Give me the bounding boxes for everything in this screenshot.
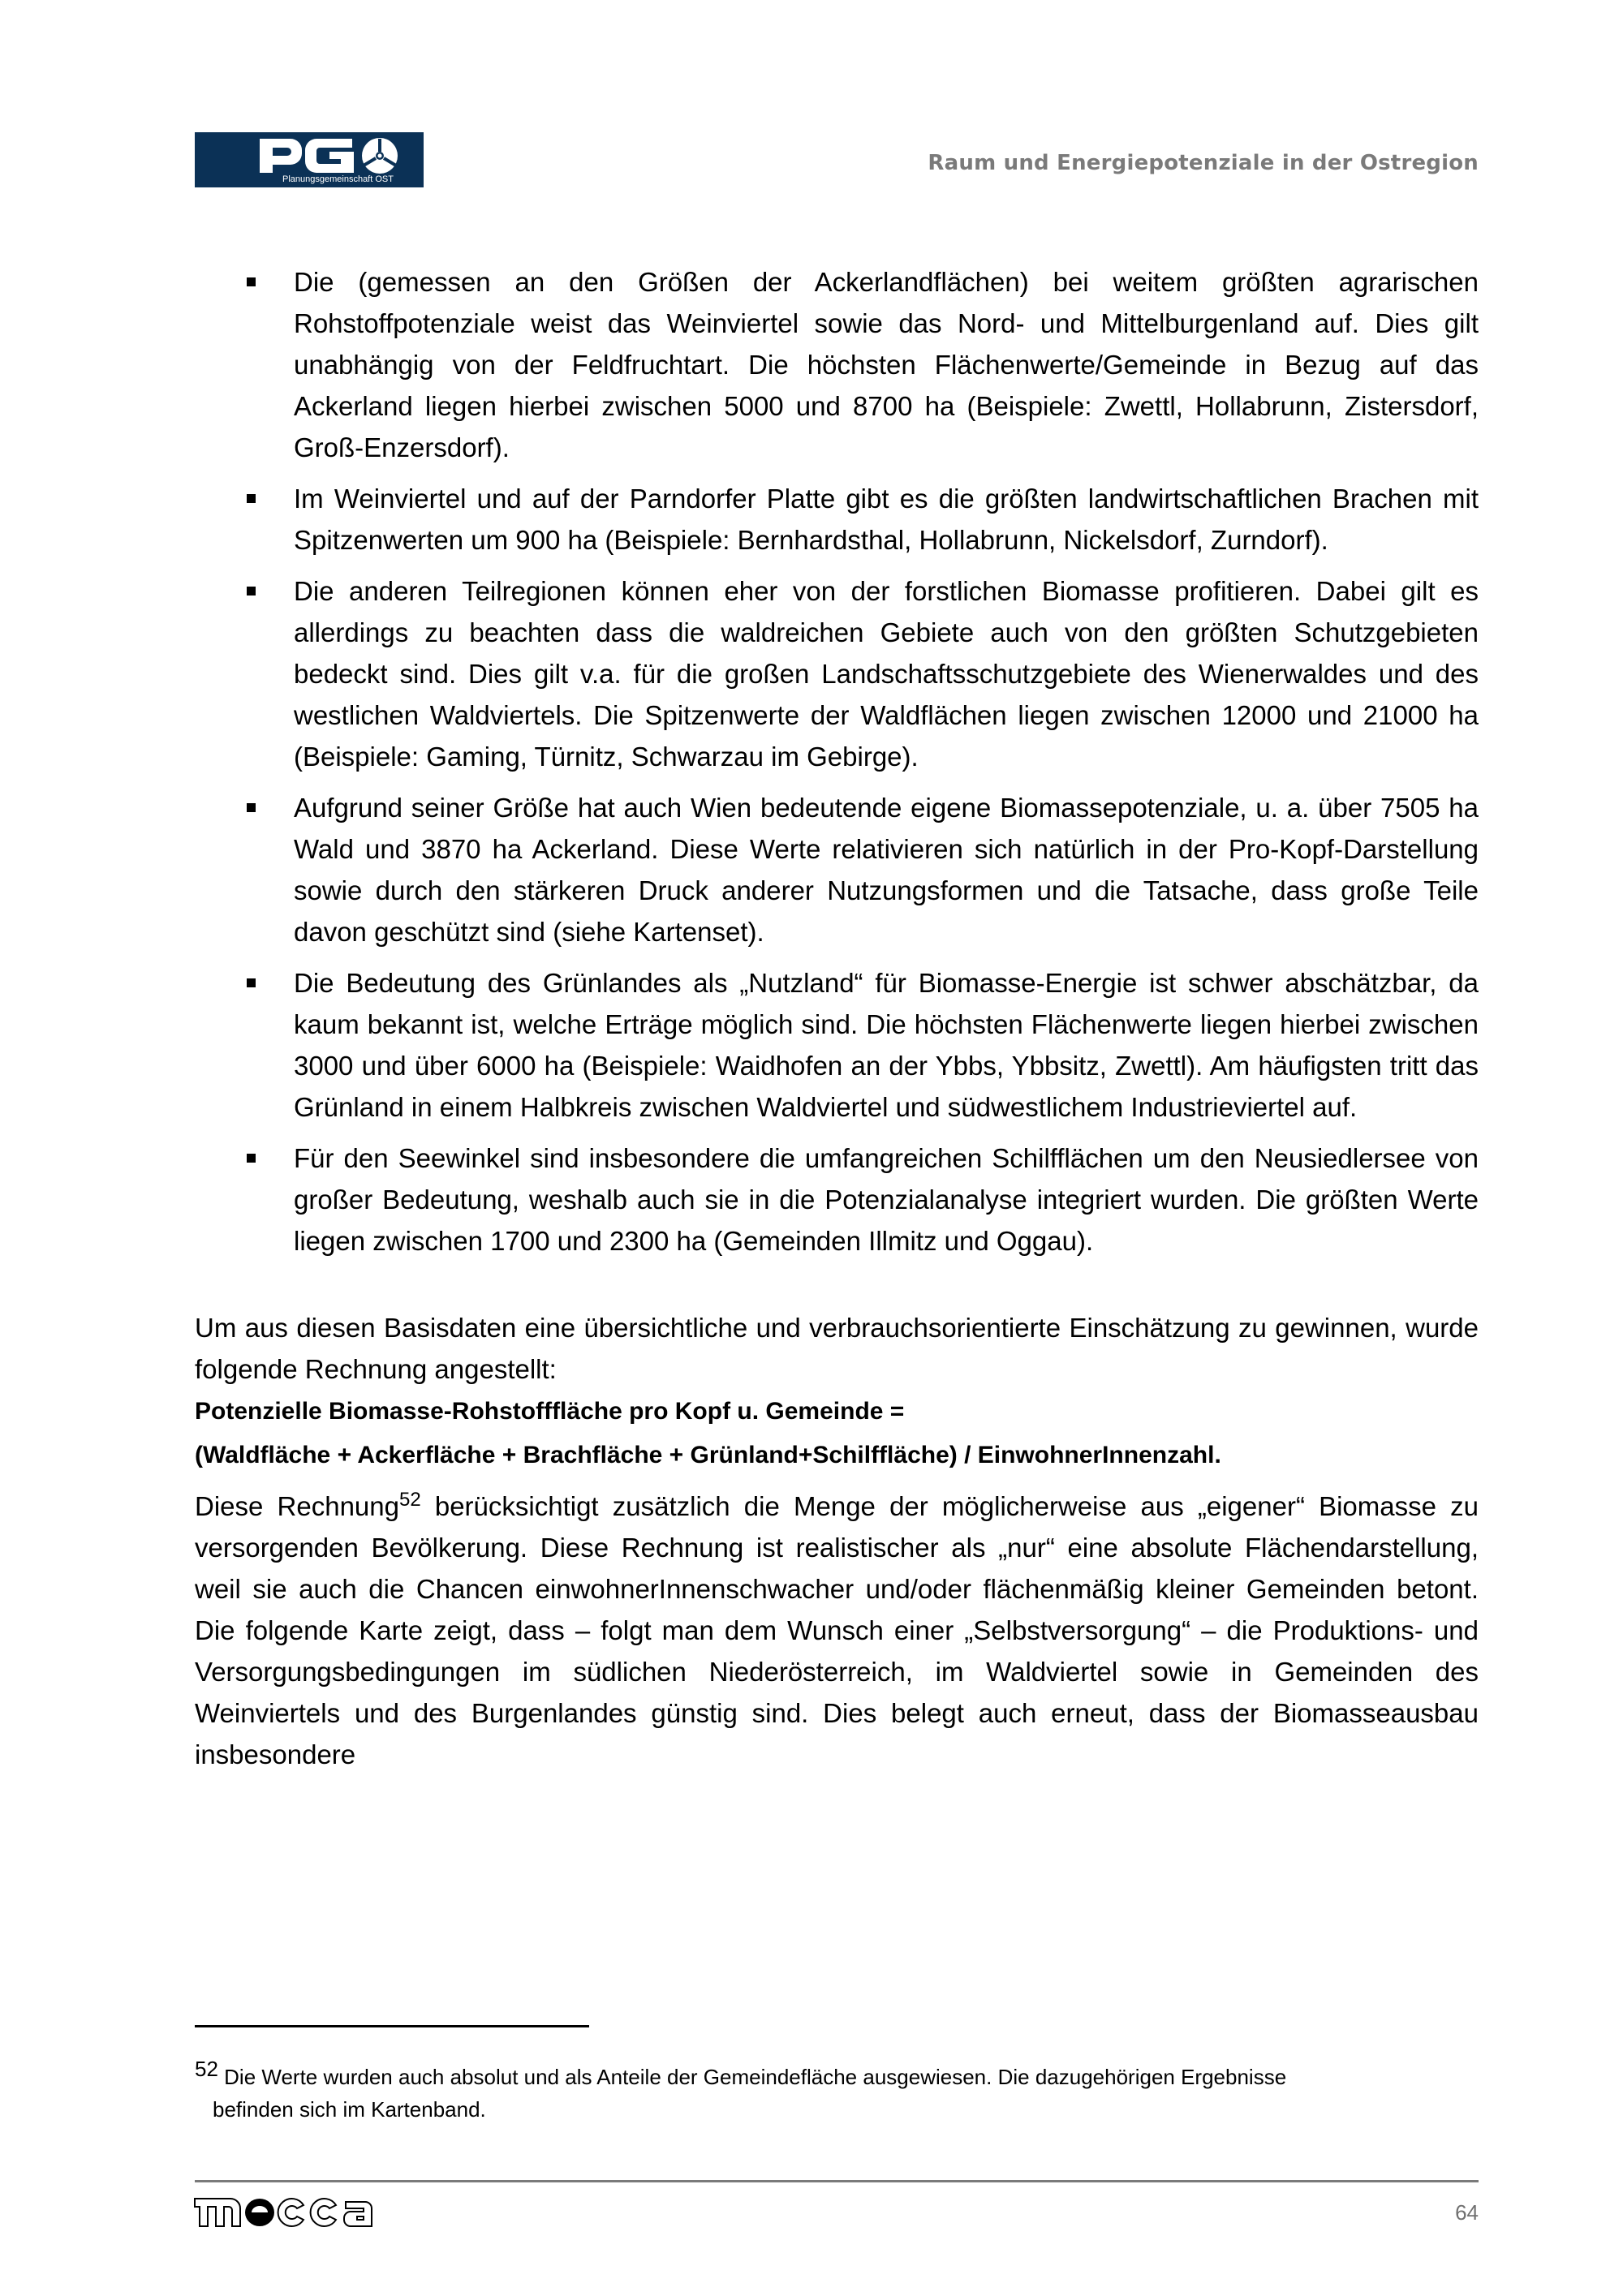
bullet-item-wien: [195, 787, 1479, 952]
footnote-reference[interactable]: 52: [398, 1489, 421, 1511]
bullet-text: Für den Seewinkel sind insbesondere die umfangreichen Schilfflächen um den Neusiedlersee von großer Bedeutung, weshalb auch sie in die Potenzialanalyse integriert wurden. Die größten Werte liegen zwischen 1700 und 2300 ha (Gemeinden Illmitz und Oggau).: [294, 1143, 1479, 1256]
bullet-item-schilf: [195, 1137, 1479, 1262]
closing-paragraph: [195, 1486, 1479, 1775]
footnote-separator: [195, 2025, 589, 2027]
bullet-item-brachen: [195, 478, 1479, 561]
footnote-text-line-2: befinden sich im Kartenband.: [213, 2097, 486, 2122]
closing-text-start: Diese Rechnung: [195, 1491, 399, 1521]
bullet-text: Die Bedeutung des Grünlandes als „Nutzland“ für Biomasse-Energie ist schwer abschätzbar, da kaum bekannt ist, welche Erträge möglich sind. Die höchsten Flächenwerte liegen hierbei zwischen 3000 und über 6000 ha (Beispiele: Waidhofen an der Ybbs, Ybbsitz, Zwettl). Am häufigsten tritt das Grünland in einem Halbkreis zwischen Waldviertel und südwestlichem Industrieviertel auf.: [294, 968, 1479, 1122]
bullet-item-acker: [195, 261, 1479, 468]
pgo-logo: [195, 132, 424, 187]
square-bullet-icon: [247, 1154, 256, 1163]
document-header-title: Raum und Energiepotenziale in der Ostregion: [928, 151, 1479, 175]
footnote-number: 52: [195, 2057, 218, 2081]
footer-divider: [195, 2180, 1479, 2182]
bullet-text: Aufgrund seiner Größe hat auch Wien bedeutende eigene Biomassepotenziale, u. a. über 7505 ha Wald und 3870 ha Ackerland. Diese Werte relativieren sich natürlich in der Pro-Kopf-Darstellung sowie durch den stärkeren Druck anderer Nutzungsformen und die Tatsache, dass große Teile davon geschützt sind (siehe Kartenset).: [294, 793, 1479, 947]
closing-text-rest: berücksichtigt zusätzlich die Menge der möglicherweise aus „eigener“ Biomasse zu versorgenden Bevölkerung. Diese Rechnung ist realistischer als „nur“ eine absolute Flächendarstellung, weil sie auch die Chancen einwohnerInnenschwacher und/oder flächenmäßig kleiner Gemeinden betont. Die folgende Karte zeigt, dass – folgt man dem Wunsch einer „Selbstversorgung“ – die Produktions- und Versorgungsbedingungen im südlichen Niederösterreich, im Waldviertel sowie in Gemeinden des Weinviertels und des Burgenlandes günstig sind. Dies belegt auch erneut, dass der Biomasseausbau insbesondere: [195, 1491, 1479, 1769]
bullet-text: Im Weinviertel und auf der Parndorfer Platte gibt es die größten landwirtschaftlichen Brachen mit Spitzenwerten um 900 ha (Beispiele: Bernhardsthal, Hollabrunn, Nickelsdorf, Zurndorf).: [294, 484, 1479, 555]
bullet-item-gruenland: [195, 962, 1479, 1128]
intro-paragraph: Um aus diesen Basisdaten eine übersichtliche und verbrauchsorientierte Einschätzung zu gewinnen, wurde folgende Rechnung angestellt:: [195, 1313, 1479, 1384]
mecca-logo-graphic: [192, 2191, 378, 2231]
square-bullet-icon: [247, 494, 256, 503]
bullet-item-wald: [195, 570, 1479, 777]
pgo-logo-subtitle: Planungsgemeinschaft OST: [282, 174, 394, 184]
square-bullet-icon: [247, 587, 256, 595]
page-number: 64: [1455, 2200, 1479, 2225]
formula-line-2: (Waldfläche + Ackerfläche + Brachfläche + Grünland+Schilffläche) / EinwohnerInnenzahl.: [195, 1442, 1221, 1468]
footnote: [195, 2057, 1485, 2126]
document-body: [195, 261, 1479, 1775]
square-bullet-icon: [247, 277, 256, 286]
footnote-text-line-1: Die Werte wurden auch absolut und als Anteile der Gemeindefläche ausgewiesen. Die dazugehörigen Ergebnisse: [224, 2065, 1287, 2089]
square-bullet-icon: [247, 803, 256, 812]
formula-line-1: Potenzielle Biomasse-Rohstofffläche pro Kopf u. Gemeinde =: [195, 1398, 905, 1425]
square-bullet-icon: [247, 978, 256, 987]
mecca-logo: [192, 2191, 378, 2231]
bullet-list: [195, 261, 1479, 1262]
bullet-text: Die (gemessen an den Größen der Ackerlandflächen) bei weitem größten agrarischen Rohstoffpotenziale weist das Weinviertel sowie das Nord- und Mittelburgenland auf. Dies gilt unabhängig von der Feldfruchtart. Die höchsten Flächenwerte/Gemeinde in Bezug auf das Ackerland liegen hierbei zwischen 5000 und 8700 ha (Beispiele: Zwettl, Hollabrunn, Zistersdorf, Groß-Enzersdorf).: [294, 267, 1479, 462]
bullet-text: Die anderen Teilregionen können eher von der forstlichen Biomasse profitieren. Dabei gilt es allerdings zu beachten dass die waldreichen Gebiete auch von den größten Schutzgebieten bedeckt sind. Dies gilt v.a. für die großen Landschaftsschutzgebiete des Wienerwaldes und des westlichen Waldviertels. Die Spitzenwerte der Waldflächen liegen zwischen 12000 und 21000 ha (Beispiele: Gaming, Türnitz, Schwarzau im Gebirge).: [294, 576, 1479, 772]
